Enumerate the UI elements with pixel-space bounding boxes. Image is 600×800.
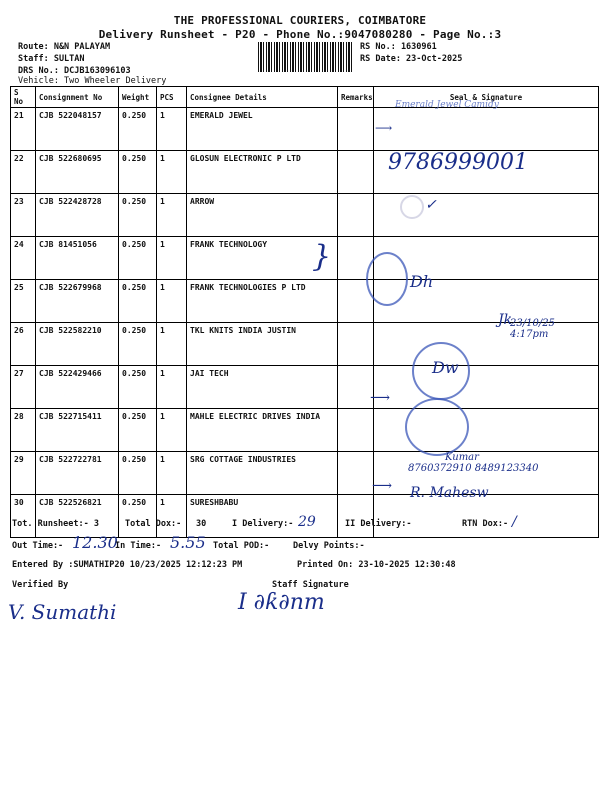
row-consignee: EMERALD JEWEL bbox=[187, 108, 338, 151]
arrow-row-30: ⟶ bbox=[372, 478, 393, 494]
signature-row-25: Dh bbox=[410, 272, 434, 291]
printed-on: Printed On: 23-10-2025 12:30:48 bbox=[297, 560, 456, 570]
row-sno: 28 bbox=[11, 409, 36, 452]
staff-signature-label: Staff Signature bbox=[272, 580, 349, 590]
total-pod-label: Total POD:- bbox=[213, 541, 270, 551]
out-time-value: 12.30 bbox=[72, 533, 118, 552]
col-consignment: Consignment No bbox=[36, 87, 119, 108]
row-weight: 0.250 bbox=[119, 280, 157, 323]
row-consignment: CJB 522526821 bbox=[36, 495, 119, 538]
row-pcs: 1 bbox=[157, 323, 187, 366]
row-consignment: CJB 522048157 bbox=[36, 108, 119, 151]
date-row-26: 23/10/25 4:17pm bbox=[510, 318, 555, 340]
barcode bbox=[258, 42, 354, 72]
arrow-row-28: ⟶ bbox=[370, 390, 391, 406]
row-weight: 0.250 bbox=[119, 366, 157, 409]
entered-by: Entered By :SUMATHIP20 10/23/2025 12:12:23 PM bbox=[12, 560, 243, 570]
phone-row-29: 8760372910 8489123340 bbox=[408, 463, 539, 474]
in-time-label: In Time:- bbox=[115, 541, 162, 551]
row-remarks bbox=[338, 409, 374, 452]
row-remarks bbox=[338, 495, 374, 538]
row-consignment: CJB 522680695 bbox=[36, 151, 119, 194]
row-pcs: 1 bbox=[157, 452, 187, 495]
row-weight: 0.250 bbox=[119, 108, 157, 151]
row-weight: 0.250 bbox=[119, 237, 157, 280]
staff-signature-scrawl: I ∂ƙ∂nm bbox=[238, 590, 325, 615]
table-header-row bbox=[11, 87, 599, 108]
row-weight: 0.250 bbox=[119, 409, 157, 452]
row-consignment: CJB 522582210 bbox=[36, 323, 119, 366]
initial-row-26: Jk bbox=[498, 312, 513, 328]
route: Route: N&N PALAYAM bbox=[18, 42, 111, 52]
row-remarks bbox=[338, 194, 374, 237]
rtn-dox-mark: / bbox=[512, 514, 517, 530]
company-seal-stamp bbox=[366, 252, 408, 306]
round-stamp-row-28 bbox=[405, 398, 469, 456]
ii-delivery-label: II Delivery:- bbox=[345, 519, 412, 529]
col-sno: S No bbox=[11, 87, 36, 108]
verified-by-label: Verified By bbox=[12, 580, 69, 590]
row-consignment: CJB 522679968 bbox=[36, 280, 119, 323]
row-sno: 30 bbox=[11, 495, 36, 538]
row-weight: 0.250 bbox=[119, 495, 157, 538]
col-seal-signature: Seal & Signature bbox=[374, 87, 599, 108]
row-pcs: 1 bbox=[157, 495, 187, 538]
row-sno: 26 bbox=[11, 323, 36, 366]
row-sno: 23 bbox=[11, 194, 36, 237]
row-sno: 21 bbox=[11, 108, 36, 151]
drs-number: DRS No.: DCJB163096103 bbox=[18, 66, 131, 76]
row-consignment: CJB 81451056 bbox=[36, 237, 119, 280]
phone-row-22: 9786999001 bbox=[388, 150, 528, 175]
staff: Staff: SULTAN bbox=[18, 54, 85, 64]
rs-date: RS Date: 23-Oct-2025 bbox=[360, 54, 463, 64]
row-consignment: CJB 522722781 bbox=[36, 452, 119, 495]
verifier-signature: V. Sumathi bbox=[8, 600, 117, 624]
row-consignee: FRANK TECHNOLOGY bbox=[187, 237, 338, 280]
row-seal-signature bbox=[374, 366, 599, 409]
row-pcs: 1 bbox=[157, 151, 187, 194]
row-pcs: 1 bbox=[157, 366, 187, 409]
row-sno: 29 bbox=[11, 452, 36, 495]
total-dox-label: Total Dox:- bbox=[125, 519, 182, 529]
table-row bbox=[11, 366, 599, 409]
signature-row-21: Emerald Jewel Camidy bbox=[395, 100, 499, 110]
table-row bbox=[11, 237, 599, 280]
signature-row-27: Dw bbox=[432, 358, 459, 377]
row-remarks bbox=[338, 108, 374, 151]
row-pcs: 1 bbox=[157, 108, 187, 151]
name-row-29: Kumar bbox=[445, 452, 479, 463]
row-weight: 0.250 bbox=[119, 323, 157, 366]
row-consignee: SURESHBABU bbox=[187, 495, 338, 538]
row-pcs: 1 bbox=[157, 280, 187, 323]
row-seal-signature bbox=[374, 108, 599, 151]
initial-row-23: ✓ bbox=[425, 197, 437, 213]
row-weight: 0.250 bbox=[119, 452, 157, 495]
row-consignee: ARROW bbox=[187, 194, 338, 237]
table-row bbox=[11, 409, 599, 452]
row-consignment: CJB 522429466 bbox=[36, 366, 119, 409]
faint-stamp bbox=[400, 195, 424, 219]
row-pcs: 1 bbox=[157, 194, 187, 237]
rtn-dox-label: RTN Dox:- bbox=[462, 519, 509, 529]
row-sno: 27 bbox=[11, 366, 36, 409]
row-weight: 0.250 bbox=[119, 194, 157, 237]
row-pcs: 1 bbox=[157, 409, 187, 452]
runsheet-subtitle: Delivery Runsheet - P20 - Phone No.:9047080280 - Page No.:3 bbox=[98, 28, 502, 41]
col-pcs: PCS bbox=[157, 87, 187, 108]
rs-number: RS No.: 1630961 bbox=[360, 42, 437, 52]
row-consignment: CJB 522715411 bbox=[36, 409, 119, 452]
row-pcs: 1 bbox=[157, 237, 187, 280]
i-delivery-value: 29 bbox=[298, 514, 316, 530]
row-consignee: TKL KNITS INDIA JUSTIN bbox=[187, 323, 338, 366]
row-consignee: JAI TECH bbox=[187, 366, 338, 409]
col-weight: Weight bbox=[119, 87, 157, 108]
col-remarks: Remarks bbox=[338, 87, 374, 108]
company-title: THE PROFESSIONAL COURIERS, COIMBATORE bbox=[173, 14, 427, 27]
total-dox-value: 30 bbox=[196, 519, 207, 529]
signature-row-30: R. Mahesw bbox=[410, 485, 489, 501]
row-consignee: GLOSUN ELECTRONIC P LTD bbox=[187, 151, 338, 194]
row-consignee: SRG COTTAGE INDUSTRIES bbox=[187, 452, 338, 495]
out-time-label: Out Time:- bbox=[12, 541, 64, 551]
row-remarks bbox=[338, 452, 374, 495]
arrow-mark: ⟶ bbox=[375, 121, 393, 135]
table-row bbox=[11, 194, 599, 237]
col-consignee: Consignee Details bbox=[187, 87, 338, 108]
row-weight: 0.250 bbox=[119, 151, 157, 194]
delvy-points-label: Delvy Points:- bbox=[293, 541, 365, 551]
row-sno: 24 bbox=[11, 237, 36, 280]
row-consignee: FRANK TECHNOLOGIES P LTD bbox=[187, 280, 338, 323]
row-consignee: MAHLE ELECTRIC DRIVES INDIA bbox=[187, 409, 338, 452]
row-remarks bbox=[338, 366, 374, 409]
row-sno: 22 bbox=[11, 151, 36, 194]
in-time-value: 5.55 bbox=[170, 533, 206, 552]
vehicle: Vehicle: Two Wheeler Delivery bbox=[18, 76, 167, 86]
total-runsheet: Tot. Runsheet:- 3 bbox=[12, 519, 99, 529]
table-row bbox=[11, 108, 599, 151]
i-delivery-label: I Delivery:- bbox=[232, 519, 294, 529]
row-remarks bbox=[338, 323, 374, 366]
brace-mark: } bbox=[312, 239, 332, 274]
row-consignment: CJB 522428728 bbox=[36, 194, 119, 237]
row-remarks bbox=[338, 151, 374, 194]
row-sno: 25 bbox=[11, 280, 36, 323]
